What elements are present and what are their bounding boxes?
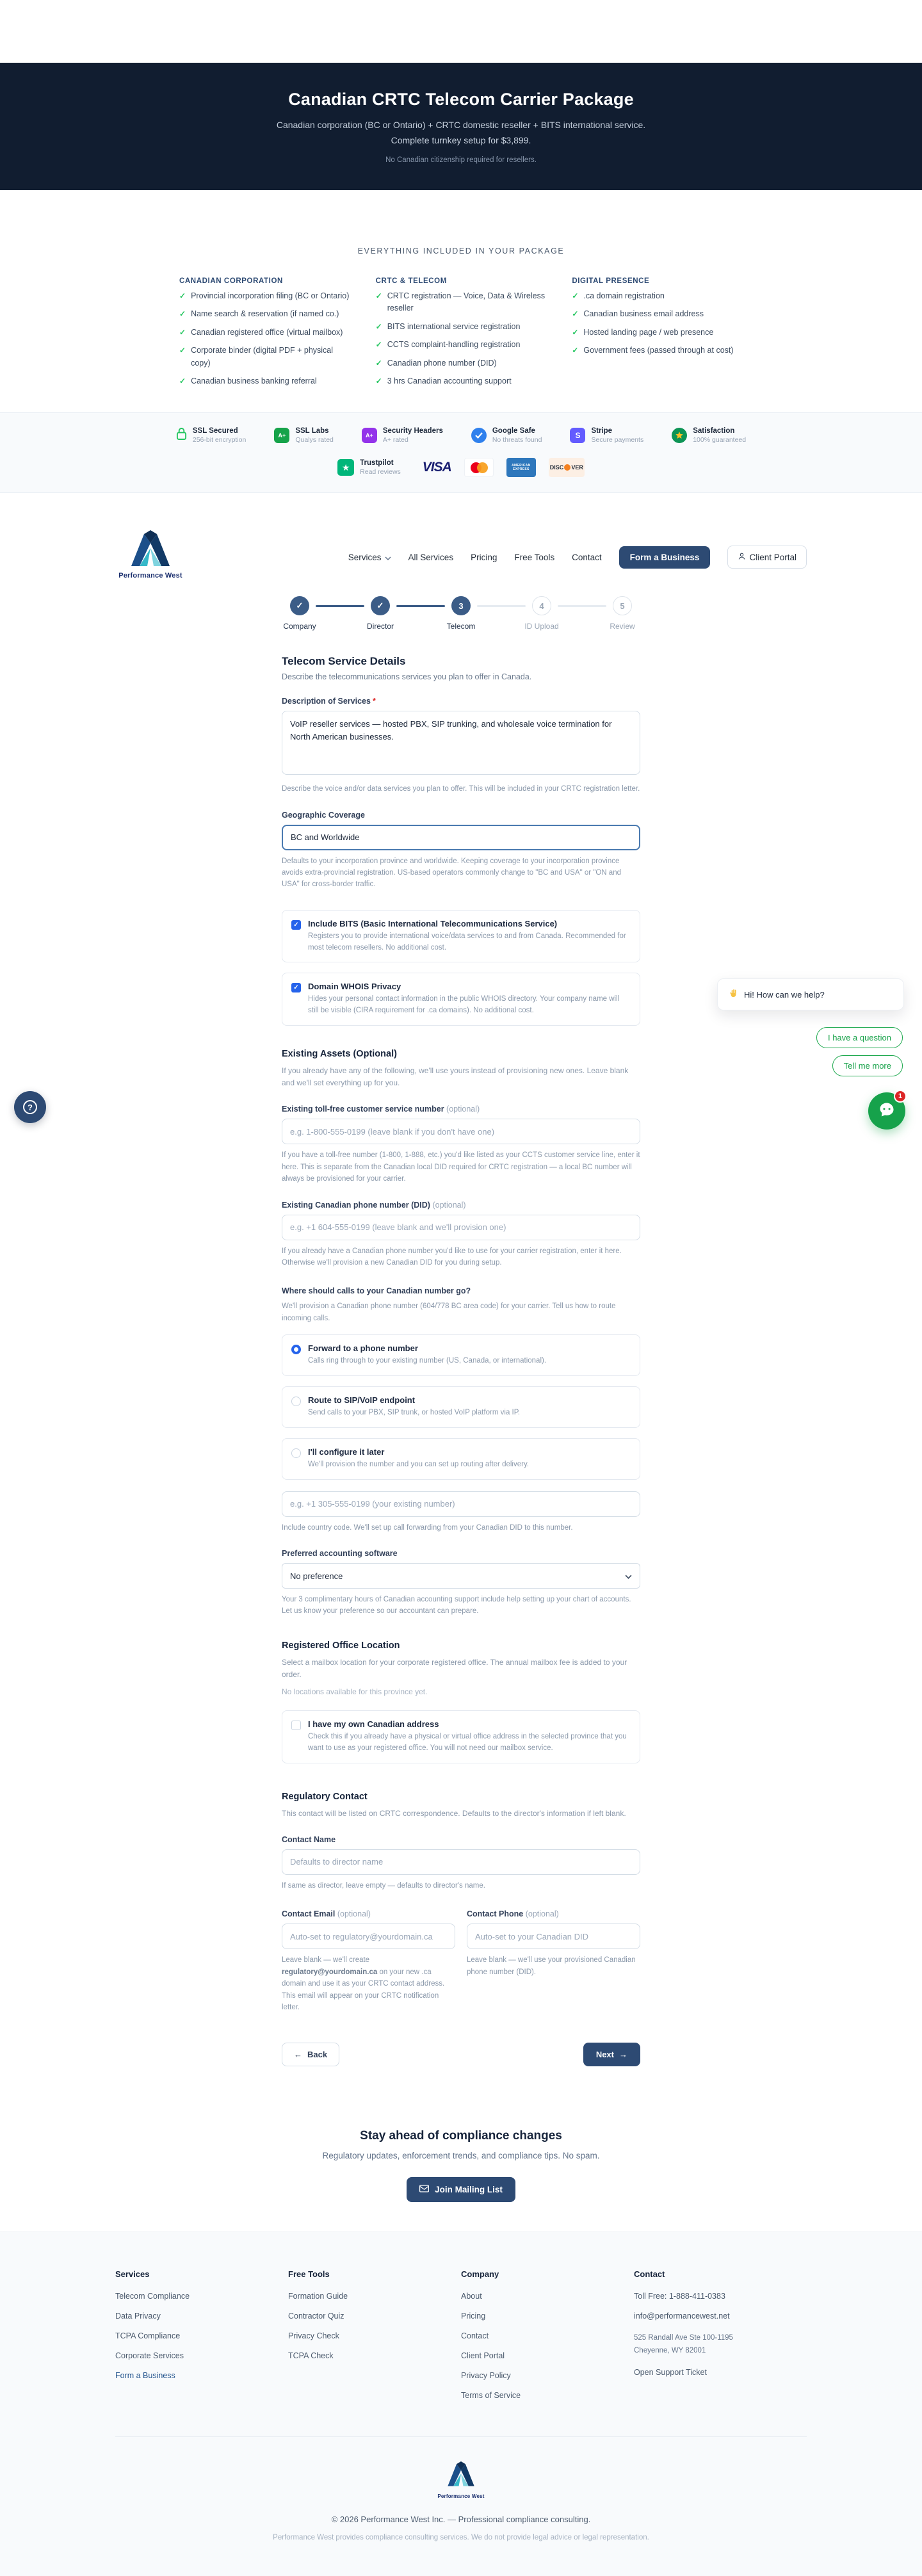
package-item-text: CRTC registration — Voice, Data & Wireless reseller <box>387 291 546 313</box>
contact-phone-label: Contact Phone (optional) <box>467 1909 559 1919</box>
package-item-text: Canadian phone number (DID) <box>387 358 497 368</box>
accounting-helper: Your 3 complimentary hours of Canadian accounting support include help setting up your chart of accounts. Let us know your preference so our accountant can prepare. <box>282 1596 631 1616</box>
step-number: 4 <box>532 596 551 615</box>
whois-title: Domain WHOIS Privacy <box>308 982 401 992</box>
footer-link[interactable]: About <box>461 2292 482 2301</box>
check-icon <box>572 344 578 357</box>
regulatory-heading: Regulatory Contact <box>282 1791 368 1802</box>
visa-icon: VISA <box>422 460 451 475</box>
form-a-business-button[interactable]: Form a Business <box>619 546 711 569</box>
package-item <box>376 321 547 333</box>
join-mailing-list-button[interactable]: Join Mailing List <box>407 2177 515 2202</box>
hero-note: No Canadian citizenship required for resellers. <box>385 156 537 164</box>
nav-link-pricing[interactable]: Pricing <box>471 552 497 562</box>
form-actions <box>282 2043 640 2066</box>
regulatory-desc: This contact will be listed on CRTC correspondence. Defaults to the director's information if left blank. <box>282 1808 626 1818</box>
shield-check-icon <box>471 428 487 443</box>
footer-links <box>115 2292 288 2380</box>
check-icon <box>376 357 382 369</box>
brand-logo[interactable] <box>115 530 186 579</box>
check-icon <box>572 290 578 302</box>
newsletter-subtitle: Regulatory updates, enforcement trends, and compliance tips. No spam. <box>322 2151 600 2161</box>
footer <box>0 2232 922 2576</box>
badge-title: Satisfaction <box>693 427 735 435</box>
brand-name: Performance West <box>118 572 182 580</box>
tollfree-label: Existing toll-free customer service number (optional) <box>282 1105 480 1114</box>
footer-brand-name: Performance West <box>437 2493 485 2500</box>
newsletter-section <box>0 2129 922 2202</box>
chat-unread-badge: 1 <box>894 1090 907 1103</box>
amex-icon: AMERICAN EXPRESS <box>506 458 536 477</box>
nav-menu <box>348 546 807 569</box>
routing-option-title: Route to SIP/VoIP endpoint <box>308 1395 416 1405</box>
arrow-left-icon: ← <box>294 2050 302 2060</box>
form-subtitle: Describe the telecommunications services you plan to offer in Canada. <box>282 672 532 682</box>
footer-link[interactable]: Pricing <box>461 2312 486 2321</box>
contact-name-helper: If same as director, leave empty — defaults to director's name. <box>282 1881 485 1890</box>
badge-satisfaction <box>672 427 746 444</box>
package-section <box>0 190 922 412</box>
package-item-text: Name search & reservation (if named co.) <box>191 309 339 319</box>
accounting-label: Preferred accounting software <box>282 1549 398 1558</box>
package-item-text: Hosted landing page / web presence <box>583 327 714 337</box>
badge-security-headers <box>362 427 443 444</box>
package-item <box>572 308 743 320</box>
contact-email-label: Contact Email (optional) <box>282 1909 371 1919</box>
whois-desc: Hides your personal contact information in the public WHOIS directory. Your company name will still be visible (CIRA requirement for .ca domains). No additional cost. <box>308 995 620 1015</box>
office-heading: Registered Office Location <box>282 1640 400 1651</box>
package-list <box>572 290 743 357</box>
accounting-select-value: No preference <box>290 1571 343 1581</box>
chat-quick-reply-question[interactable]: I have a question <box>816 1027 903 1048</box>
footer-link[interactable]: Contact <box>461 2331 489 2341</box>
badge-sub: Read reviews <box>360 468 401 476</box>
contact-email-helper: Leave blank — we'll create regulatory@yourdomain.ca on your new .ca domain and use it as your CRTC contact address. This email will appear on your CRTC notification letter. <box>282 1956 445 2011</box>
a-plus-purple-icon: A+ <box>362 428 377 443</box>
footer-link[interactable]: Corporate Services <box>115 2351 184 2361</box>
package-column-telecom <box>376 277 547 393</box>
footer-link[interactable]: Telecom Compliance <box>115 2292 190 2301</box>
footer-link[interactable]: Formation Guide <box>288 2292 348 2301</box>
chat-greeting-text: Hi! How can we help? <box>744 989 825 1000</box>
telecom-form <box>282 655 640 2066</box>
bits-desc: Registers you to provide international voice/data services to and from Canada. Recommended for most telecom resellers. No additional cost. <box>308 932 626 952</box>
check-icon <box>572 308 578 320</box>
check-icon <box>179 327 186 339</box>
package-item <box>179 290 350 302</box>
contact-phone-helper: Leave blank — we'll use your provisioned Canadian phone number (DID). <box>467 1956 636 1976</box>
check-icon <box>179 308 186 320</box>
package-item-text: Government fees (passed through at cost) <box>583 346 734 355</box>
forward-number-helper: Include country code. We'll set up call forwarding from your Canadian DID to this number. <box>282 1523 573 1532</box>
footer-link[interactable]: Contractor Quiz <box>288 2312 344 2321</box>
mastercard-icon <box>464 458 494 477</box>
checkbox-checked-icon[interactable] <box>291 983 301 992</box>
footer-link[interactable]: Privacy Check <box>288 2331 339 2341</box>
footer-column-contact <box>634 2269 807 2411</box>
footer-column-title: Services <box>115 2269 150 2280</box>
wave-icon <box>728 988 739 1001</box>
package-item <box>179 344 350 369</box>
package-item <box>376 375 547 387</box>
package-item-text: Canadian business banking referral <box>191 376 317 385</box>
routing-option-sip[interactable] <box>282 1386 640 1428</box>
client-portal-button[interactable]: Client Portal <box>727 546 807 569</box>
nav-link-free-tools[interactable]: Free Tools <box>514 552 555 562</box>
form-title: Telecom Service Details <box>282 655 406 668</box>
package-column-title: CANADIAN CORPORATION <box>179 277 283 285</box>
badge-stripe <box>570 427 643 444</box>
trust-badges-row <box>0 427 922 444</box>
description-textarea[interactable] <box>282 711 640 775</box>
arrow-right-icon: → <box>619 2050 627 2060</box>
package-item-text: Canadian registered office (virtual mailbox) <box>191 327 343 337</box>
step-telecom[interactable] <box>421 596 501 631</box>
own-address-title: I have my own Canadian address <box>308 1719 439 1729</box>
package-list <box>179 290 350 387</box>
coverage-input[interactable] <box>282 825 640 850</box>
routing-option-desc: Calls ring through to your existing number (US, Canada, or international). <box>308 1357 547 1365</box>
description-label: Description of Services * <box>282 697 376 706</box>
step-number: 3 <box>451 596 471 615</box>
required-asterisk: * <box>372 697 376 706</box>
footer-bottom <box>115 2436 807 2541</box>
step-id-upload <box>501 596 582 631</box>
footer-links <box>288 2292 461 2360</box>
star-circle-icon <box>672 428 687 443</box>
footer-links <box>461 2292 634 2400</box>
contact-row <box>282 1894 640 2013</box>
routing-option-desc: We'll provision the number and you can set up routing after delivery. <box>308 1460 530 1468</box>
package-heading: EVERYTHING INCLUDED IN YOUR PACKAGE <box>357 247 565 255</box>
payments-row <box>0 458 922 477</box>
nav-link-contact[interactable]: Contact <box>572 552 602 562</box>
package-item-text: Canadian business email address <box>583 309 704 319</box>
package-item <box>572 290 743 302</box>
check-icon <box>179 375 186 387</box>
footer-address: 525 Randall Ave Ste 100-1195 Cheyenne, WY 82001 <box>634 2334 733 2355</box>
radio-icon[interactable] <box>291 1397 301 1406</box>
check-icon <box>376 375 382 387</box>
question-mark-icon <box>23 1100 37 1114</box>
contact-email-input[interactable] <box>282 1924 455 1949</box>
contact-phone-input[interactable] <box>467 1924 640 1949</box>
check-icon <box>179 290 186 302</box>
badge-title: SSL Secured <box>192 427 238 435</box>
step-review <box>582 596 663 631</box>
discover-icon: DISC VER <box>549 458 585 477</box>
stripe-icon: S <box>570 428 585 443</box>
radio-icon[interactable] <box>291 1448 301 1458</box>
package-item <box>179 327 350 339</box>
package-item <box>572 327 743 339</box>
package-item-text: Corporate binder (digital PDF + physical copy) <box>191 346 334 368</box>
footer-column-company <box>461 2269 634 2411</box>
next-button[interactable]: Next → <box>583 2043 640 2066</box>
contact-email-field <box>282 1894 455 2013</box>
contact-name-label: Contact Name <box>282 1835 336 1844</box>
check-icon <box>376 290 382 315</box>
footer-link[interactable]: TCPA Check <box>288 2351 334 2361</box>
checkbox-empty-icon[interactable] <box>291 1721 301 1730</box>
step-check-icon: ✓ <box>371 596 390 615</box>
chat-bubble-icon <box>878 1101 896 1122</box>
badge-title: Trustpilot <box>360 459 394 467</box>
forward-number-input[interactable] <box>282 1491 640 1517</box>
step-label: Telecom <box>446 622 476 631</box>
footer-link[interactable]: Form a Business <box>115 2371 175 2381</box>
trustpilot-star-icon: ★ <box>337 459 354 476</box>
footer-link[interactable]: Privacy Policy <box>461 2371 511 2381</box>
chevron-down-icon <box>385 553 391 562</box>
badge-sub: 100% guaranteed <box>693 436 747 444</box>
badge-sub: A+ rated <box>382 436 408 444</box>
package-item-text: 3 hrs Canadian accounting support <box>387 376 512 385</box>
chevron-down-icon <box>625 1571 632 1581</box>
package-column-title: DIGITAL PRESENCE <box>572 277 650 285</box>
did-label: Existing Canadian phone number (DID) (optional) <box>282 1200 466 1210</box>
badge-title: Security Headers <box>382 427 443 435</box>
envelope-icon <box>419 2185 429 2194</box>
whois-checkbox-card[interactable] <box>282 973 640 1026</box>
checkbox-checked-icon[interactable] <box>291 920 301 930</box>
package-item-text: CCTS complaint-handling registration <box>387 340 521 350</box>
step-check-icon: ✓ <box>290 596 309 615</box>
footer-link[interactable]: TCPA Compliance <box>115 2331 181 2341</box>
routing-option-desc: Send calls to your PBX, SIP trunk, or hosted VoIP platform via IP. <box>308 1408 521 1416</box>
nav-link-services[interactable]: Services <box>348 553 391 562</box>
office-desc: Select a mailbox location for your corporate registered office. The annual mailbox fee is added to your order. <box>282 1657 627 1679</box>
tollfree-helper: If you have a toll-free number (1-800, 1-888, etc.) you'd like listed as your CCTS customer service line, enter it here. This is separate from the Canadian local DID required for CRTC registration — a local BC number will always be provisioned for your carrier. <box>282 1151 640 1183</box>
check-icon <box>376 339 382 351</box>
step-label: ID Upload <box>524 622 559 631</box>
footer-copyright: © 2026 Performance West Inc. — Professional compliance consulting. <box>331 2515 591 2525</box>
own-address-desc: Check this if you already have a physical or virtual office address in the selected province that you want to use as your registered office. You will not need our mailbox service. <box>308 1733 627 1752</box>
routing-option-forward[interactable] <box>282 1334 640 1376</box>
badge-sub: No threats found <box>492 436 542 444</box>
hero-title: Canadian CRTC Telecom Carrier Package <box>288 89 634 109</box>
coverage-helper: Defaults to your incorporation province and worldwide. Keeping coverage to your incorporation province avoids extra-provincial registration. US-based operators commonly change to "BC and USA" or "ON and USA" for cross-border traffic. <box>282 857 621 889</box>
bits-checkbox-card[interactable] <box>282 910 640 963</box>
step-number: 5 <box>613 596 632 615</box>
package-item-text: BITS international service registration <box>387 321 521 331</box>
check-icon <box>179 344 186 369</box>
footer-phone[interactable]: Toll Free: 1-888-411-0383 <box>634 2292 725 2301</box>
step-company[interactable] <box>259 596 340 631</box>
package-column-corporation <box>179 277 350 393</box>
contact-name-input[interactable] <box>282 1849 640 1875</box>
chat-quick-reply-more[interactable]: Tell me more <box>832 1055 903 1076</box>
footer-column-free-tools <box>288 2269 461 2411</box>
progress-stepper <box>259 596 663 631</box>
footer-link[interactable]: Terms of Service <box>461 2391 521 2401</box>
badge-title: Google Safe <box>492 427 535 435</box>
step-director[interactable] <box>340 596 421 631</box>
footer-column-title: Contact <box>634 2269 665 2280</box>
step-label: Director <box>366 622 394 631</box>
footer-logo <box>115 2461 807 2499</box>
package-item <box>376 290 547 315</box>
chat-greeting-bubble <box>717 978 904 1010</box>
badge-title: SSL Labs <box>295 427 329 435</box>
footer-email[interactable]: info@performancewest.net <box>634 2312 730 2321</box>
step-label: Company <box>283 622 316 631</box>
newsletter-title: Stay ahead of compliance changes <box>360 2129 562 2143</box>
back-button[interactable]: ← Back <box>282 2043 339 2066</box>
footer-column-title: Company <box>461 2269 499 2280</box>
tollfree-input[interactable] <box>282 1119 640 1144</box>
package-list <box>376 290 547 387</box>
package-column-title: CRTC & TELECOM <box>375 277 447 285</box>
existing-assets-heading: Existing Assets (Optional) <box>282 1049 397 1060</box>
nav-link-all-services[interactable]: All Services <box>408 552 454 562</box>
existing-assets-desc: If you already have any of the following, we'll use yours instead of provisioning new ones. Leave blank and we'll set everything up for you. <box>282 1066 629 1088</box>
routing-option-title: I'll configure it later <box>308 1446 385 1457</box>
package-item-text: Provincial incorporation filing (BC or Ontario) <box>191 291 350 300</box>
badge-title: Stripe <box>591 427 613 435</box>
chat-launcher-button[interactable] <box>868 1092 905 1130</box>
routing-label: Where should calls to your Canadian number go? <box>282 1286 471 1296</box>
badge-sub: Qualys rated <box>295 436 334 444</box>
footer-column-title: Free Tools <box>288 2269 330 2280</box>
package-column-digital <box>572 277 743 393</box>
badge-ssl-secured <box>176 427 246 444</box>
routing-option-title: Forward to a phone number <box>308 1343 418 1354</box>
routing-desc: We'll provision a Canadian phone number (604/778 BC area code) for your carrier. Tell us how to route incoming calls. <box>282 1302 616 1322</box>
trustpilot-badge[interactable] <box>337 459 401 476</box>
did-input[interactable] <box>282 1215 640 1240</box>
package-item <box>376 357 547 369</box>
contact-phone-field <box>467 1894 640 2013</box>
bits-title: Include BITS (Basic International Telecommunications Service) <box>308 918 558 928</box>
footer-support-link[interactable]: Open Support Ticket <box>634 2367 707 2377</box>
footer-disclaimer: Performance West provides compliance consulting services. We do not provide legal advice or legal representation. <box>273 2534 649 2542</box>
top-navigation <box>115 493 807 579</box>
description-helper: Describe the voice and/or data services you plan to offer. This will be included in your CRTC registration letter. <box>282 785 640 793</box>
footer-grid <box>115 2269 807 2411</box>
lock-icon <box>176 427 187 444</box>
radio-selected-icon[interactable] <box>291 1345 301 1354</box>
footer-link[interactable]: Data Privacy <box>115 2312 161 2321</box>
help-button[interactable] <box>14 1091 46 1123</box>
coverage-label: Geographic Coverage <box>282 810 365 820</box>
did-helper: If you already have a Canadian phone number you'd like to use for your carrier registration, enter it here. Otherwise we'll provision a new Canadian DID for you during setup. <box>282 1247 622 1267</box>
package-item <box>572 344 743 357</box>
package-item <box>376 339 547 351</box>
mountain-logo-icon <box>446 2461 476 2490</box>
mountain-logo-icon <box>129 530 172 571</box>
package-item <box>179 375 350 387</box>
package-grid <box>179 277 743 393</box>
badge-sub: 256-bit encryption <box>192 436 247 444</box>
routing-option-later[interactable] <box>282 1438 640 1480</box>
check-icon <box>572 327 578 339</box>
office-empty-note: No locations available for this province yet. <box>282 1687 428 1697</box>
footer-link[interactable]: Client Portal <box>461 2351 505 2361</box>
footer-column-services <box>115 2269 288 2411</box>
package-item-text: .ca domain registration <box>583 291 665 300</box>
hero-subtitle: Canadian corporation (BC or Ontario) + CRTC domestic reseller + BITS international service. Complete turnkey setup for $3,899. <box>276 119 646 145</box>
person-icon <box>738 552 746 562</box>
step-label: Review <box>610 622 635 631</box>
badge-ssl-labs <box>274 427 334 444</box>
accounting-select[interactable] <box>282 1563 640 1589</box>
badge-sub: Secure payments <box>591 436 644 444</box>
badge-google-safe <box>471 427 542 444</box>
hero-banner <box>0 63 922 190</box>
check-icon <box>376 321 382 333</box>
trust-strip <box>0 412 922 493</box>
package-item <box>179 308 350 320</box>
a-plus-green-icon: A+ <box>274 428 289 443</box>
own-address-checkbox-card[interactable] <box>282 1710 640 1763</box>
